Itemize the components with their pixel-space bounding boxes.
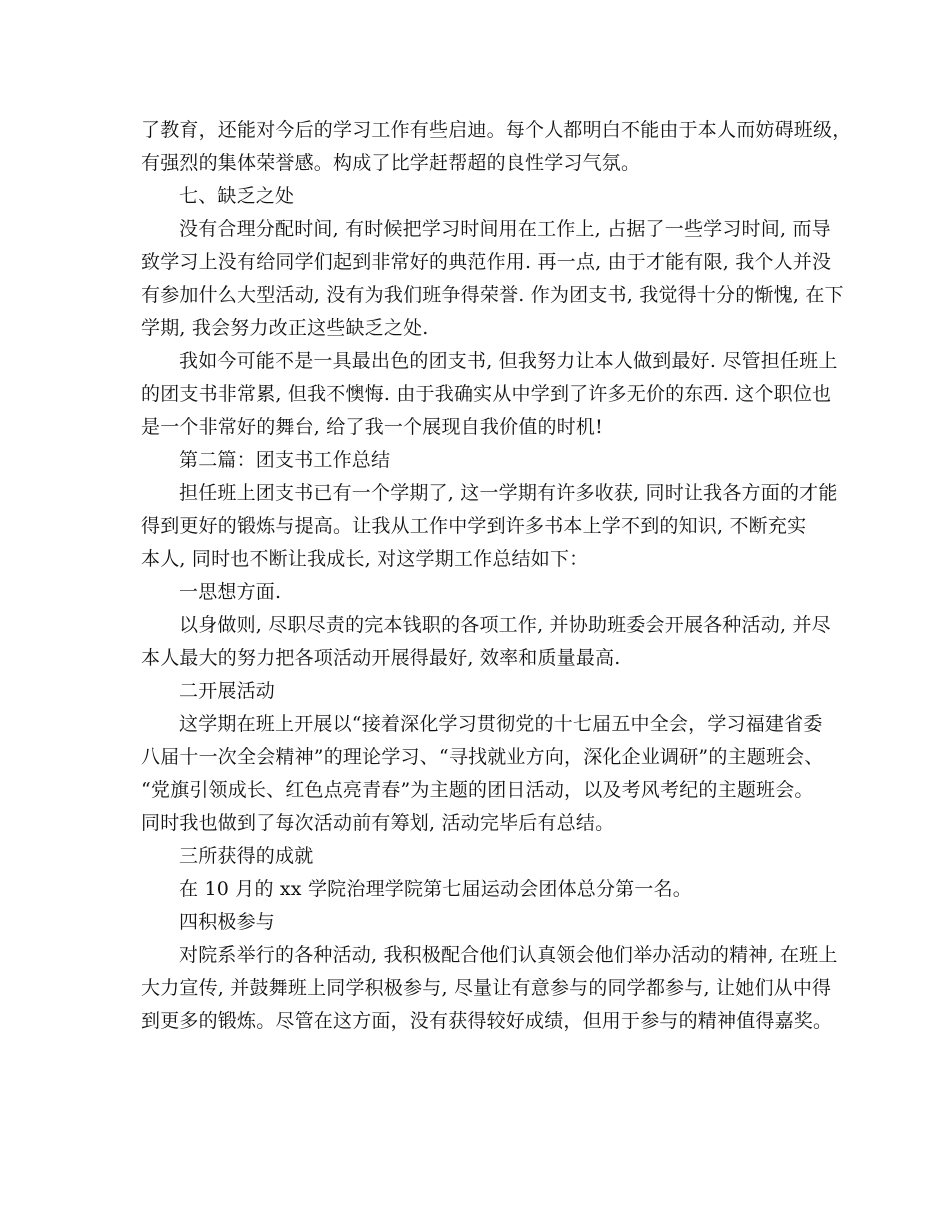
- document-body: [141, 114, 852, 1038]
- text-line: 在 10 月的 xx 学院治理学院第七届运动会团体总分第一名。: [179, 878, 692, 900]
- text-line: 担任班上团支书已有一个学期了, 这一学期有许多收获, 同时让我各方面的才能: [179, 482, 838, 504]
- text-line: 第二篇：团支书工作总结: [179, 449, 391, 471]
- text-line: 到更多的锻炼。尽管在这方面，没有获得较好成绩，但用于参与的精神值得嘉奖。: [141, 1010, 833, 1032]
- text-line: 同时我也做到了每次活动前有筹划, 活动完毕后有总结。: [141, 812, 615, 834]
- text-line: “党旗引领成长、红色点亮青春”为主题的团日活动，以及考风考纪的主题班会。: [141, 779, 814, 801]
- text-line: 八届十一次全会精神”的理论学习、“寻找就业方向，深化企业调研”的主题班会、: [141, 746, 824, 768]
- text-line: 学期, 我会努力改正这些缺乏之处.: [141, 317, 429, 339]
- text-line: 了教育，还能对今后的学习工作有些启迪。每个人都明白不能由于本人而妨碍班级，: [141, 119, 852, 141]
- text-line: 三所获得的成就: [179, 845, 314, 867]
- text-line: 是一个非常好的舞台, 给了我一个展现自我价值的时机!: [141, 416, 603, 438]
- text-line: 致学习上没有给同学们起到非常好的典范作用. 再一点, 由于才能有限, 我个人并没: [141, 251, 832, 273]
- text-line: 本人, 同时也不断让我成长, 对这学期工作总结如下：: [141, 548, 589, 570]
- text-line: 大力宣传, 并鼓舞班上同学积极参与, 尽量让有意参与的同学都参与, 让她们从中得: [141, 977, 832, 999]
- text-line: 的团支书非常累, 但我不懊悔. 由于我确实从中学到了许多无价的东西. 这个职位也: [141, 383, 832, 405]
- text-line: 二开展活动: [179, 680, 276, 702]
- text-line: 有参加什么大型活动, 没有为我们班争得荣誉. 作为团支书, 我觉得十分的惭愧, 在下: [141, 284, 844, 306]
- text-line: 一思想方面.: [179, 581, 282, 603]
- text-line: 以身做则, 尽职尽责的完本钱职的各项工作, 并协助班委会开展各种活动, 并尽: [179, 614, 831, 636]
- text-line: 没有合理分配时间, 有时候把学习时间用在工作上, 占据了一些学习时间, 而导: [179, 218, 831, 240]
- text-line: 七、缺乏之处: [179, 185, 295, 207]
- text-line: 有强烈的集体荣誉感。构成了比学赶帮超的良性学习气氛。: [141, 152, 641, 174]
- text-line: 对院系举行的各种活动, 我积极配合他们认真领会他们举办活动的精神, 在班上: [179, 944, 838, 966]
- text-line: 得到更好的锻炼与提高。让我从工作中学到许多书本上学不到的知识, 不断充实: [141, 515, 807, 537]
- text-line: 这学期在班上开展以“接着深化学习贯彻党的十七届五中全会，学习福建省委: [179, 713, 823, 735]
- text-line: 我如今可能不是一具最出色的团支书, 但我努力让本人做到最好. 尽管担任班上: [179, 350, 838, 372]
- text-line: 本人最大的努力把各项活动开展得最好, 效率和质量最高.: [141, 647, 621, 669]
- text-line: 四积极参与: [179, 911, 276, 933]
